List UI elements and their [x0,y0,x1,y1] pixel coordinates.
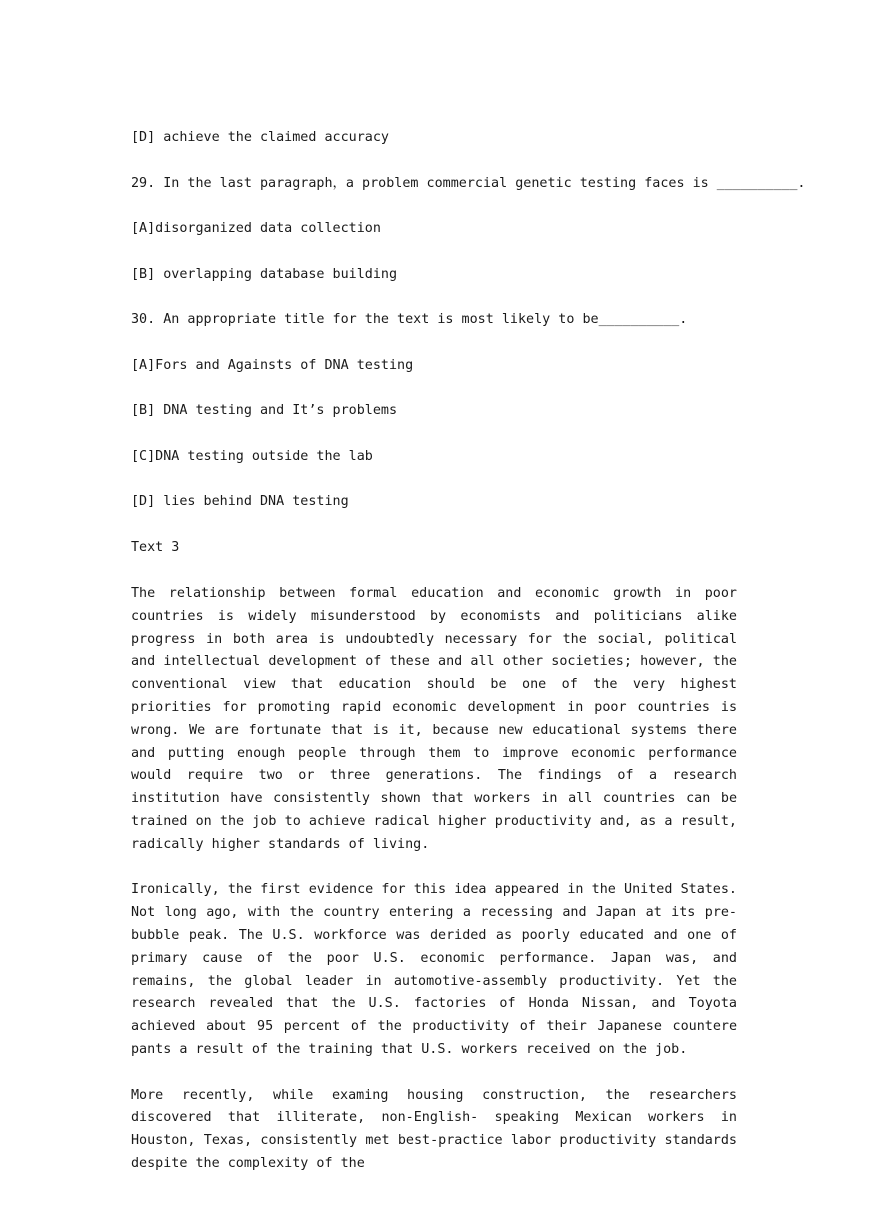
text-3-paragraph-1: The relationship between formal education and economic growth in poor countries is widely misunderstood by economists and politicians alike progress in both area is undoubtedly necessary for the social, political and intellectual development of these and all other societies; however, the conventional view that education should be one of the very highest priorities for promoting rapid economic development in poor countries is wrong. We are fortunate that is it, because new educational systems there and putting enough people through them to improve economic performance would require two or three generations. The findings of a research institution have consistently shown that workers in all countries can be trained on the job to achieve radical higher productivity and, as a result, radically higher standards of living. [131,586,737,852]
section-heading-text-3: Text 3 [131,539,180,555]
question-29: 29. In the last paragraph，a problem commercial genetic testing faces is __________. [131,175,806,191]
option-29-d: [D] achieve the claimed accuracy [131,130,389,145]
text-3-paragraph-2: Ironically, the first evidence for this idea appeared in the United States. Not long ago, with the country entering a recessing and Japan at its pre-bubble peak. The U.S. workforce was derided as poorly educated and one of primary cause of the poor U.S. economic performance. Japan was, and remains, the global leader in automotive-assembly productivity. Yet the research revealed that the U.S. factories of Honda Nissan, and Toyota achieved about 95 percent of the productivity of their Japanese countere pants a result of the training that U.S. workers received on the job. [131,882,737,1057]
option-30-b: [B] DNA testing and It’s problems [131,403,398,418]
option-30-a: [A]Fors and Againsts of DNA testing [131,357,414,373]
question-30: 30. An appropriate title for the text is most likely to be__________. [131,312,688,327]
option-30-d: [D] lies behind DNA testing [131,494,349,509]
option-29-a: [A]disorganized data collection [131,221,381,236]
document-page [131,128,806,1176]
text-3-paragraph-3: More recently, while examing housing construction, the researchers discovered that illiterate, non-English- speaking Mexican workers in Houston, Texas, consistently met best-practice labor productivity standards despite the complexity of the [131,1087,737,1171]
option-29-b: [B] overlapping database building [131,266,398,282]
option-30-c: [C]DNA testing outside the lab [131,448,373,464]
